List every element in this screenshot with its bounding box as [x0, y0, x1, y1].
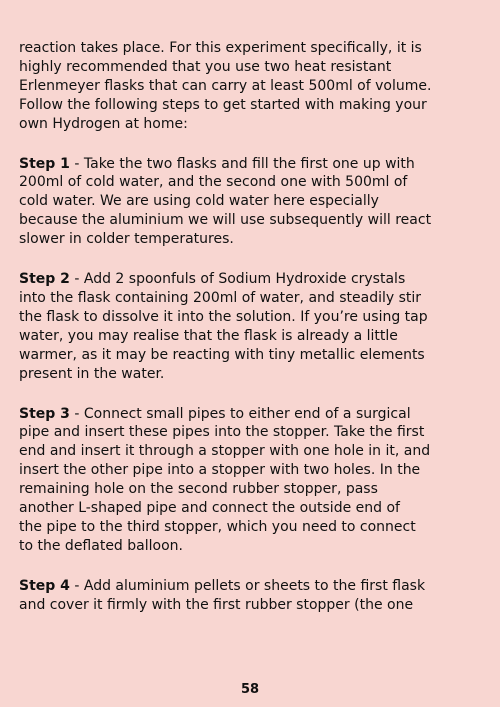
- step-1-first-line: [19, 155, 489, 174]
- step-3-text: - Connect small pipes to either end of a surgical: [69, 405, 411, 422]
- step-2-first-line: [19, 270, 489, 289]
- step-3-label: Step 3: [19, 405, 70, 422]
- step-1-line: because the aluminium we will use subsequently will react: [19, 212, 432, 229]
- step-1-line: 200ml of cold water, and the second one with 500ml of: [19, 174, 408, 191]
- step-1-text: - Take the two flasks and fill the first one up with: [69, 155, 415, 172]
- step-3-line: pipe and insert these pipes into the stopper. Take the first: [19, 424, 425, 441]
- step-1-label: Step 1: [19, 155, 70, 172]
- step-3-first-line: [19, 405, 489, 424]
- step-3-line: end and insert it through a stopper with one hole in it, and: [19, 443, 431, 460]
- step-2-paragraph: [19, 270, 489, 383]
- intro-line: Erlenmeyer flasks that can carry at least 500ml of volume.: [19, 77, 432, 94]
- step-3-line: remaining hole on the second rubber stopper, pass: [19, 481, 378, 498]
- step-2-line: warmer, as it may be reacting with tiny metallic elements: [19, 346, 425, 363]
- step-2-line: water, you may realise that the flask is already a little: [19, 327, 398, 344]
- step-3-line: insert the other pipe into a stopper with two holes. In the: [19, 462, 421, 479]
- intro-line: reaction takes place. For this experiment specifically, it is: [19, 40, 422, 56]
- step-1-line: slower in colder temperatures.: [19, 231, 234, 248]
- step-2-line: into the flask containing 200ml of water, and steadily stir: [19, 289, 422, 306]
- intro-line: own Hydrogen at home:: [19, 115, 188, 132]
- page-number: 58: [240, 682, 260, 697]
- intro-line: highly recommended that you use two heat resistant: [19, 58, 392, 75]
- step-1-paragraph: [19, 155, 489, 250]
- step-2-text: - Add 2 spoonfuls of Sodium Hydroxide crystals: [69, 271, 406, 288]
- step-4-label: Step 4: [19, 577, 70, 594]
- step-3-line: to the deflated balloon.: [19, 537, 183, 554]
- step-3-line: another L-shaped pipe and connect the outside end of: [19, 500, 400, 517]
- step-2-line: the flask to dissolve it into the solution. If you’re using tap: [19, 308, 428, 325]
- step-4-line: and cover it firmly with the first rubber stopper (the one: [19, 596, 414, 613]
- step-3-paragraph: [19, 405, 489, 556]
- step-4-paragraph: [19, 577, 489, 615]
- step-2-line: present in the water.: [19, 365, 165, 382]
- step-3-line: the pipe to the third stopper, which you need to connect: [19, 518, 416, 535]
- page-body: [19, 39, 489, 636]
- intro-paragraph: [19, 39, 489, 134]
- step-4-first-line: [19, 577, 489, 596]
- intro-line: Follow the following steps to get started with making your: [19, 96, 427, 113]
- step-1-line: cold water. We are using cold water here especially: [19, 193, 379, 210]
- step-2-label: Step 2: [19, 271, 70, 288]
- step-4-text: - Add aluminium pellets or sheets to the first flask: [69, 577, 426, 594]
